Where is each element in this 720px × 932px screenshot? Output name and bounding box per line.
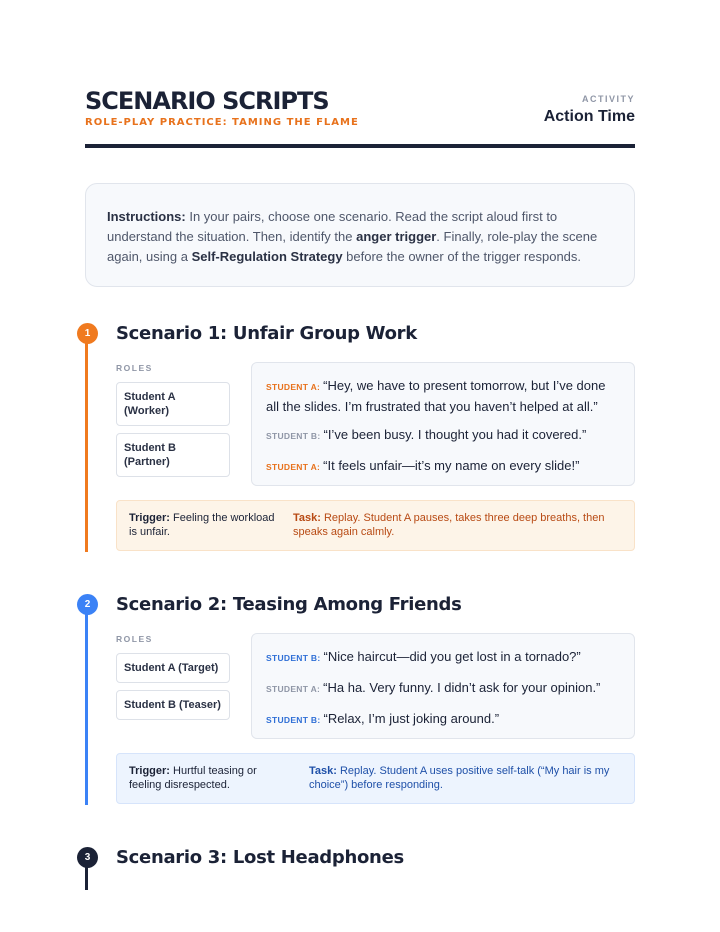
- speaker-label: STUDENT B:: [266, 431, 321, 441]
- line-text: “It feels unfair—it’s my name on every slide!”: [323, 458, 580, 473]
- speaker-label: STUDENT B:: [266, 653, 321, 663]
- line-text: “Nice haircut—did you get lost in a tornado?”: [323, 649, 581, 664]
- task-label: Task:: [293, 512, 321, 524]
- trigger-label: Trigger:: [129, 512, 170, 524]
- script-line: [266, 456, 620, 477]
- scenario-number-badge: 2: [77, 594, 98, 615]
- script-line: [266, 425, 620, 446]
- trigger-task-box: [116, 753, 635, 804]
- speaker-label: STUDENT A:: [266, 462, 321, 472]
- timeline-bar-1: [85, 334, 88, 552]
- roles-label: ROLES: [116, 634, 153, 644]
- role-card: Student A (Worker): [116, 382, 230, 426]
- role-card: Student B (Teaser): [116, 690, 230, 720]
- task-label: Task:: [309, 765, 337, 777]
- instructions-box: [85, 183, 635, 287]
- scenario-title: Scenario 2: Teasing Among Friends: [116, 594, 462, 615]
- instructions-bold-trigger: anger trigger: [356, 229, 437, 244]
- task-text: [309, 764, 624, 792]
- roles-label: ROLES: [116, 363, 153, 373]
- instructions-label: Instructions:: [107, 209, 186, 224]
- line-text: “I’ve been busy. I thought you had it covered.”: [323, 427, 587, 442]
- trigger-value: Hurtful teasing or feeling disrespected.: [129, 765, 257, 791]
- timeline-bar-2: [85, 605, 88, 805]
- trigger-text: [129, 511, 284, 539]
- scenario-number-badge: 3: [77, 847, 98, 868]
- instructions-text-2: . Finally, role-play the scene again, using a: [107, 229, 598, 264]
- page-header: [85, 86, 635, 148]
- line-text: “Ha ha. Very funny. I didn’t ask for your opinion.”: [323, 680, 601, 695]
- task-value: Replay. Student A uses positive self-talk (“My hair is my choice”) before responding.: [309, 765, 610, 791]
- activity-value: Action Time: [543, 108, 635, 125]
- scenario-number-badge: 1: [77, 323, 98, 344]
- script-line: [266, 376, 620, 416]
- script-box: [251, 362, 635, 486]
- speaker-label: STUDENT A:: [266, 684, 321, 694]
- task-text: [293, 511, 623, 539]
- script-line: [266, 709, 620, 730]
- task-value: Replay. Student A pauses, takes three deep breaths, then speaks again calmly.: [293, 512, 605, 538]
- scenario-title: Scenario 3: Lost Headphones: [116, 847, 404, 868]
- line-text: “Hey, we have to present tomorrow, but I’ve done all the slides. I’m frustrated that you haven’t helped at all.”: [266, 378, 606, 414]
- speaker-label: STUDENT B:: [266, 715, 321, 725]
- speaker-label: STUDENT A:: [266, 382, 321, 392]
- script-line: [266, 678, 620, 699]
- instructions-bold-strategy: Self-Regulation Strategy: [191, 249, 343, 264]
- page-subtitle: ROLE-PLAY PRACTICE: TAMING THE FLAME: [85, 117, 359, 128]
- trigger-text: [129, 764, 284, 792]
- trigger-task-box: [116, 500, 635, 551]
- scenario-title: Scenario 1: Unfair Group Work: [116, 323, 417, 344]
- page-title: SCENARIO SCRIPTS: [85, 87, 329, 115]
- activity-label: ACTIVITY: [581, 94, 635, 104]
- trigger-label: Trigger:: [129, 765, 170, 777]
- role-card: Student A (Target): [116, 653, 230, 683]
- trigger-value: Feeling the workload is unfair.: [129, 512, 275, 538]
- line-text: “Relax, I’m just joking around.”: [323, 711, 500, 726]
- instructions-text-3: before the owner of the trigger responds.: [342, 249, 582, 264]
- instructions-text-1: In your pairs, choose one scenario. Read the script aloud first to understand the situation. Then, identify the: [107, 209, 558, 244]
- role-card: Student B (Partner): [116, 433, 230, 477]
- script-line: [266, 647, 620, 668]
- script-box: [251, 633, 635, 739]
